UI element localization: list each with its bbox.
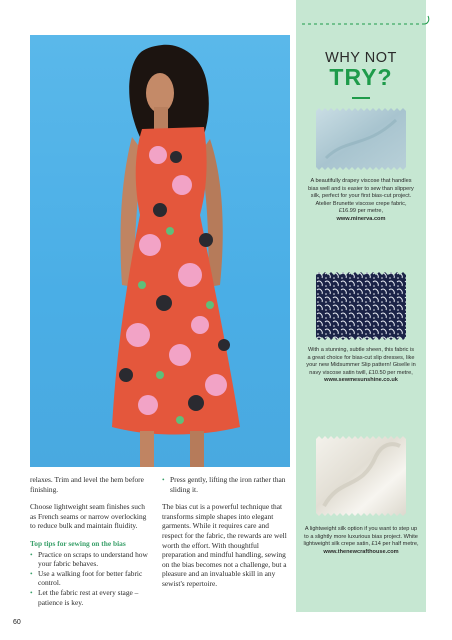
shop-link[interactable]: www.sewmesunshine.co.uk	[324, 377, 398, 384]
list-item: • Use a walking foot for better fabric control.	[30, 569, 150, 588]
body-column-middle	[162, 475, 290, 597]
sidebar-title-bottom: TRY?	[329, 64, 393, 90]
tips-list	[30, 550, 150, 608]
page-number: 60	[13, 619, 21, 626]
light-blue-crepe-swatch	[316, 108, 406, 170]
swatch-caption	[308, 178, 414, 224]
paragraph: The bias cut is a powerful technique that transforms simple shapes into elegant garments. While it requires care and respect for the fabric, the rewards are well worth the effort. With thoughtful preparation and mindful handling, sewing on the bias becomes not a challenge, but a pleasure and an invaluable skill in any sewist's repertoire.	[162, 502, 287, 588]
navy-print-satin-swatch	[316, 272, 406, 340]
caption-text: With a stunning, subtle sheen, this fabric is a great choice for bias-cut slip dresses, like your new Midsummer Slip pattern! Giselle in navy viscose satin twill, £10.50 per metre,	[306, 347, 416, 376]
list-item: • Press gently, lifting the iron rather than sliding it.	[162, 475, 290, 494]
swatch-caption	[306, 347, 416, 385]
list-item: • Let the fabric rest at every stage – patience is key.	[30, 588, 150, 607]
sidebar-title-top: WHY NOT	[325, 50, 397, 66]
tips-heading: Top tips for sewing on the bias	[30, 538, 126, 548]
why-not-try-sidebar	[296, 0, 426, 612]
shop-link[interactable]: www.minerva.com	[336, 215, 386, 222]
list-item: • Practice on scraps to understand how your fabric behaves.	[30, 550, 150, 569]
caption-text: A beautifully drapey viscose that handles bias well and is easier to sew than slippery silk, perfect for your first bias-cut project. Atelier Brunette viscose crepe fabric, £16.99 per metre,	[308, 178, 414, 215]
paragraph: Choose lightweight seam finishes such as French seams or narrow overlocking to reduce bulk and maintain fluidity.	[30, 502, 147, 531]
swatch-caption	[302, 526, 420, 556]
title-underline	[352, 97, 370, 99]
dress-photo	[30, 35, 290, 467]
tips-list-continued	[162, 475, 290, 494]
shop-link[interactable]: www.thenewcrafthouse.com	[323, 548, 399, 555]
white-silk-satin-swatch	[316, 436, 406, 516]
model-in-floral-dress-illustration	[30, 35, 290, 467]
body-column-left	[30, 475, 150, 607]
caption-text: A lightweight silk option if you want to step up to a slightly more luxurious bias project. White lightweight silk crepe satin, £14 per half metre,	[303, 526, 419, 548]
dashed-line-decoration	[296, 0, 436, 30]
paragraph: relaxes. Trim and level the hem before finishing.	[30, 475, 144, 494]
